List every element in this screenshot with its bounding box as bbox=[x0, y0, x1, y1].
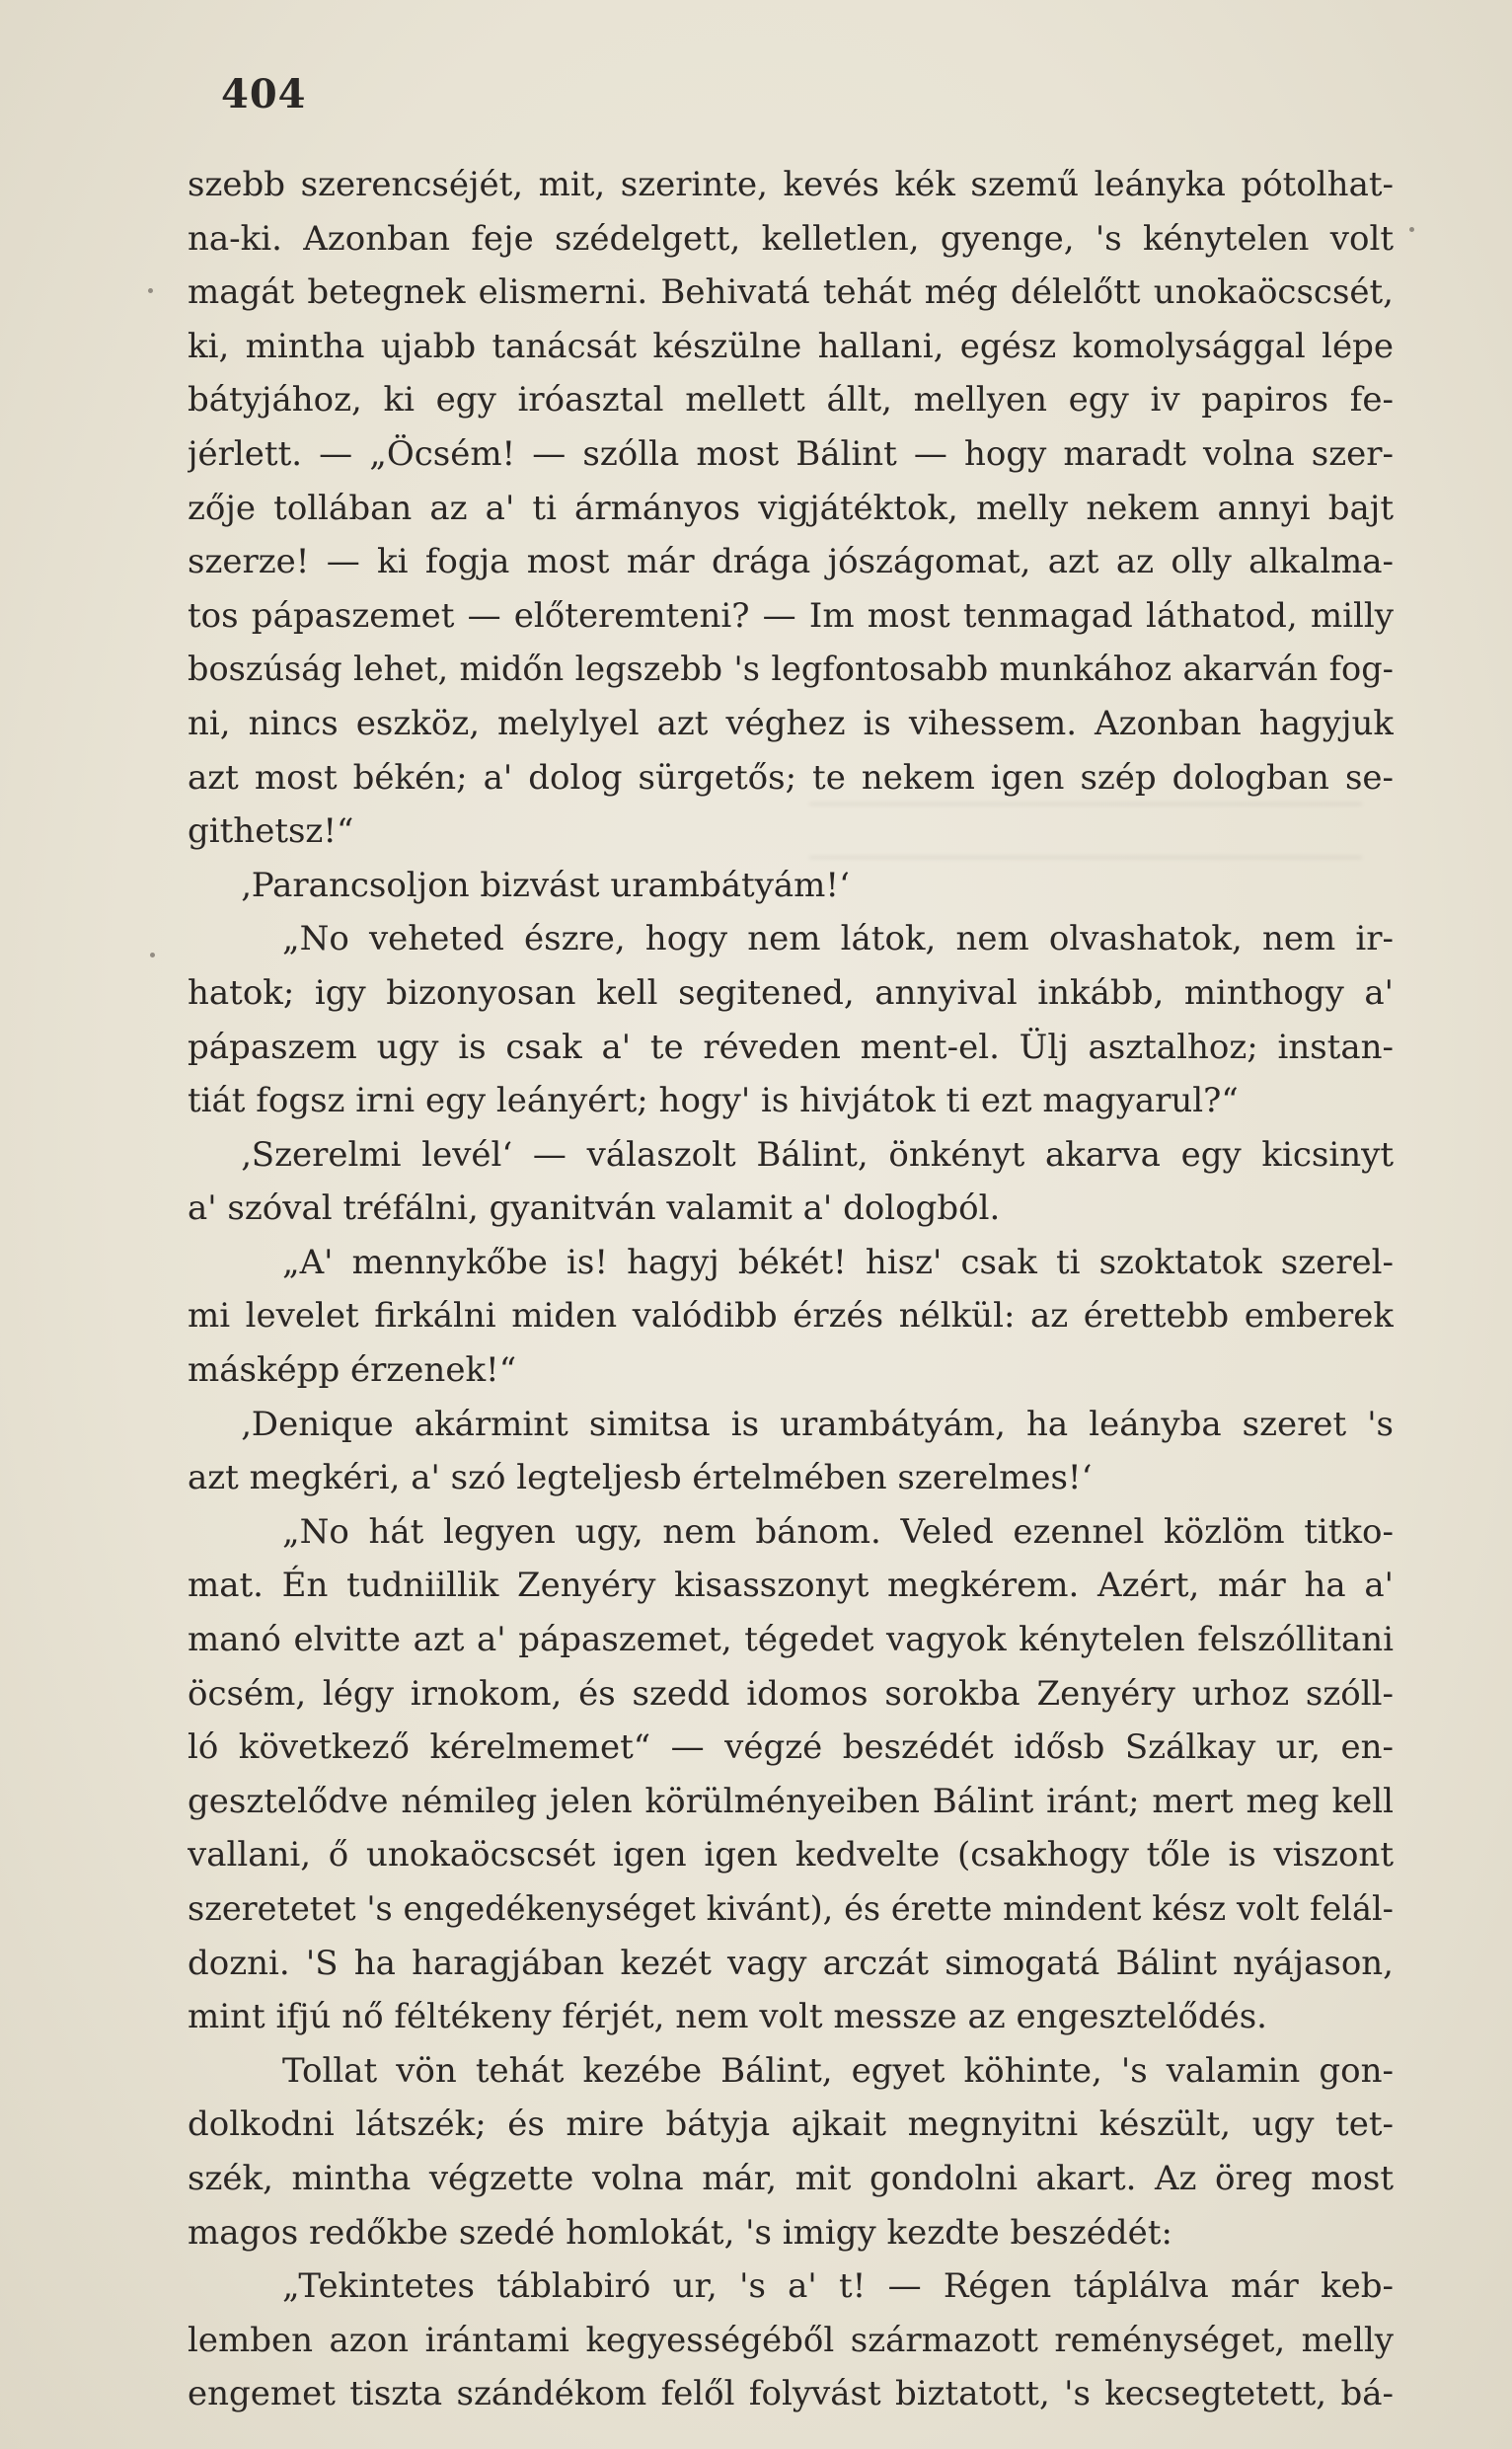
text-line: engemet tiszta szándékom felől folyvást biztatott, 's kecsegtetett, bá- bbox=[188, 2374, 1394, 2414]
text-line: ki, mintha ujabb tanácsát készülne hallani, egész komolysággal lépe bbox=[188, 326, 1394, 366]
text-line: dolkodni látszék; és mire bátyja ajkait megnyitni készült, ugy tet- bbox=[188, 2105, 1394, 2145]
text-line: ni, nincs eszköz, melylyel azt véghez is vihessem. Azonban hagyjuk bbox=[188, 703, 1394, 743]
paper-speck bbox=[1409, 227, 1414, 232]
text-line: azt megkéri, a' szó legteljesb értelmében szerelmes!‘ bbox=[188, 1458, 1093, 1498]
page-number: 404 bbox=[221, 71, 307, 117]
text-line: szerze! — ki fogja most már drága jószágomat, azt az olly alkalma- bbox=[188, 542, 1394, 582]
text-line: dozni. 'S ha haragjában kezét vagy arczát simogatá Bálint nyájason, bbox=[188, 1943, 1394, 1983]
text-line: öcsém, légy irnokom, és szedd idomos sorokba Zenyéry urhoz szóll- bbox=[188, 1673, 1394, 1714]
text-line: lemben azon irántami kegyességéből származott reménységet, melly bbox=[188, 2320, 1394, 2360]
text-line: jérlett. — „Öcsém! — szólla most Bálint — hogy maradt volna szer- bbox=[188, 433, 1394, 474]
text-line: másképp érzenek!“ bbox=[188, 1350, 517, 1391]
text-line: tiát fogsz irni egy leányért; hogy' is hivjátok ti ezt magyarul?“ bbox=[188, 1081, 1239, 1121]
text-line: gesztelődve némileg jelen körülményeiben Bálint iránt; mert meg kell bbox=[188, 1781, 1394, 1821]
text-line: ‚Parancsoljon bizvást urambátyám!‘ bbox=[241, 865, 850, 905]
text-line: na-ki. Azonban feje szédelgett, kelletlen, gyenge, 's kénytelen volt bbox=[188, 218, 1394, 259]
text-line: mint ifjú nő féltékeny férjét, nem volt messze az engesztelődés. bbox=[188, 1997, 1267, 2037]
text-line: pápaszem ugy is csak a' te réveden ment-el. Ülj asztalhoz; instan- bbox=[188, 1027, 1394, 1067]
text-line: boszúság lehet, midőn legszebb 's legfontosabb munkához akarván fog- bbox=[188, 650, 1394, 689]
text-line: a' szóval tréfálni, gyanitván valamit a' dologból. bbox=[188, 1188, 1001, 1229]
text-line: ló következő kérelmemet“ — végzé beszédét idősb Szálkay ur, en- bbox=[188, 1727, 1394, 1768]
text-line: githetsz!“ bbox=[188, 811, 354, 852]
text-line: zője tollában az a' ti ármányos vigjátéktok, melly nekem annyi bajt bbox=[188, 488, 1394, 528]
text-line: hatok; igy bizonyosan kell segitened, annyival inkább, minthogy a' bbox=[188, 972, 1394, 1013]
paper-speck bbox=[148, 288, 153, 293]
paper-speck bbox=[150, 953, 155, 957]
text-line: bátyjához, ki egy iróasztal mellett állt, mellyen egy iv papiros fe- bbox=[188, 380, 1394, 421]
text-line: ‚Szerelmi levél‘ — válaszolt Bálint, önkényt akarva egy kicsinyt bbox=[241, 1134, 1394, 1175]
text-line: szék, mintha végzette volna már, mit gondolni akart. Az öreg most bbox=[188, 2158, 1394, 2198]
text-line: „No hát legyen ugy, nem bánom. Veled ezennel közlöm titko- bbox=[282, 1511, 1394, 1552]
text-line: magát betegnek elismerni. Behivatá tehát még délelőtt unokaöcscsét, bbox=[188, 272, 1394, 313]
text-line: Tollat vön tehát kezébe Bálint, egyet köhinte, 's valamin gon- bbox=[282, 2050, 1394, 2091]
text-line: mi levelet firkálni miden valódibb érzés nélkül: az érettebb emberek bbox=[188, 1296, 1394, 1337]
text-line: vallani, ő unokaöcscsét igen igen kedvelte (csakhogy tőle is viszont bbox=[188, 1835, 1394, 1875]
text-line: magos redőkbe szedé homlokát, 's imigy kezdte beszédét: bbox=[188, 2212, 1172, 2253]
body-text bbox=[188, 158, 1394, 2421]
text-line: „Tekintetes táblabiró ur, 's a' t! — Régen táplálva már keb- bbox=[282, 2266, 1394, 2307]
text-line: manó elvitte azt a' pápaszemet, tégedet vagyok kénytelen felszóllitani bbox=[188, 1620, 1394, 1660]
text-line: azt most békén; a' dolog sürgetős; te nekem igen szép dologban se- bbox=[188, 757, 1394, 798]
text-line: szebb szerencséjét, mit, szerinte, kevés kék szemű leányka pótolhat- bbox=[188, 165, 1394, 204]
text-line: tos pápaszemet — előteremteni? — Im most tenmagad láthatod, milly bbox=[188, 595, 1394, 636]
text-line: mat. Én tudniillik Zenyéry kisasszonyt megkérem. Azért, már ha a' bbox=[188, 1566, 1394, 1606]
text-line: „A' mennykőbe is! hagyj békét! hisz' csak ti szoktatok szerel- bbox=[282, 1242, 1394, 1282]
text-line: „No veheted észre, hogy nem látok, nem olvashatok, nem ir- bbox=[282, 919, 1394, 959]
text-line: ‚Denique akármint simitsa is urambátyám, ha leányba szeret 's bbox=[241, 1404, 1394, 1444]
text-line: szeretetet 's engedékenységet kivánt), és érette mindent kész volt felál- bbox=[188, 1889, 1394, 1928]
